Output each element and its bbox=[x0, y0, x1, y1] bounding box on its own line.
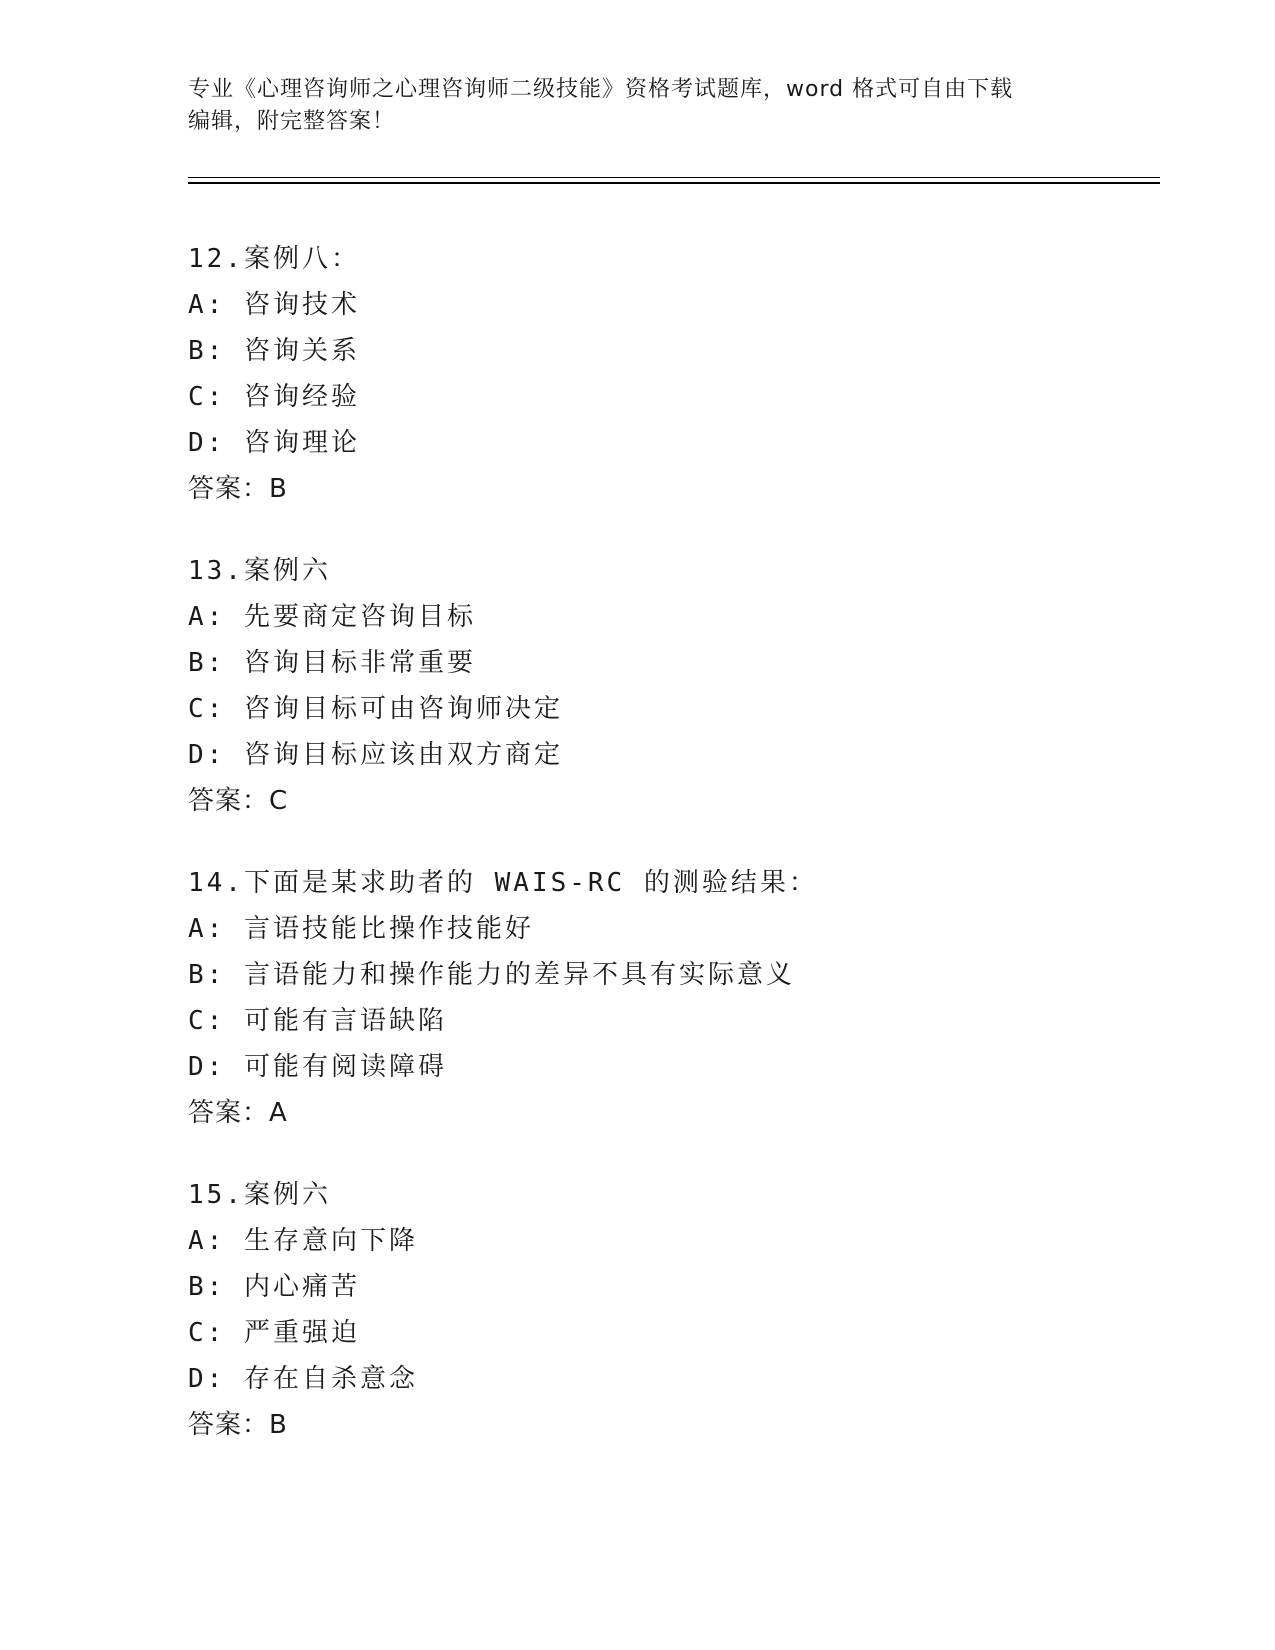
question-12 bbox=[188, 236, 1148, 512]
answer-label: 答案：C bbox=[188, 786, 289, 816]
option-c: C: 可能有言语缺陷 bbox=[188, 1006, 447, 1036]
option-c: C: 严重强迫 bbox=[188, 1318, 360, 1348]
option-b: B: 咨询关系 bbox=[188, 336, 360, 366]
option-a: A: 生存意向下降 bbox=[188, 1226, 418, 1256]
question-title: 15.案例六 bbox=[188, 1180, 331, 1210]
question-15 bbox=[188, 1172, 1148, 1448]
option-a: A: 言语技能比操作技能好 bbox=[188, 914, 534, 944]
answer-label: 答案：B bbox=[188, 474, 288, 504]
question-list bbox=[188, 236, 1148, 1484]
header-divider-thick bbox=[188, 182, 1160, 184]
option-d: D: 咨询理论 bbox=[188, 428, 360, 458]
option-b: B: 言语能力和操作能力的差异不具有实际意义 bbox=[188, 960, 795, 990]
document-header bbox=[188, 74, 1088, 138]
answer-label: 答案：B bbox=[188, 1410, 288, 1440]
option-d: D: 可能有阅读障碍 bbox=[188, 1052, 447, 1082]
option-c: C: 咨询经验 bbox=[188, 382, 360, 412]
question-13 bbox=[188, 548, 1148, 824]
option-d: D: 咨询目标应该由双方商定 bbox=[188, 740, 563, 770]
question-14 bbox=[188, 860, 1148, 1136]
question-title: 13.案例六 bbox=[188, 556, 331, 586]
question-title: 12.案例八： bbox=[188, 244, 360, 274]
option-c: C: 咨询目标可由咨询师决定 bbox=[188, 694, 563, 724]
option-a: A: 先要商定咨询目标 bbox=[188, 602, 476, 632]
header-line-1: 专业《心理咨询师之心理咨询师二级技能》资格考试题库，word 格式可自由下载 bbox=[188, 77, 1014, 102]
option-a: A: 咨询技术 bbox=[188, 290, 360, 320]
answer-label: 答案：A bbox=[188, 1098, 288, 1128]
option-b: B: 咨询目标非常重要 bbox=[188, 648, 476, 678]
header-divider-thin bbox=[188, 177, 1160, 178]
option-b: B: 内心痛苦 bbox=[188, 1272, 360, 1302]
option-d: D: 存在自杀意念 bbox=[188, 1364, 418, 1394]
question-title: 14.下面是某求助者的 WAIS-RC 的测验结果： bbox=[188, 868, 818, 898]
header-line-2: 编辑，附完整答案！ bbox=[188, 109, 396, 134]
